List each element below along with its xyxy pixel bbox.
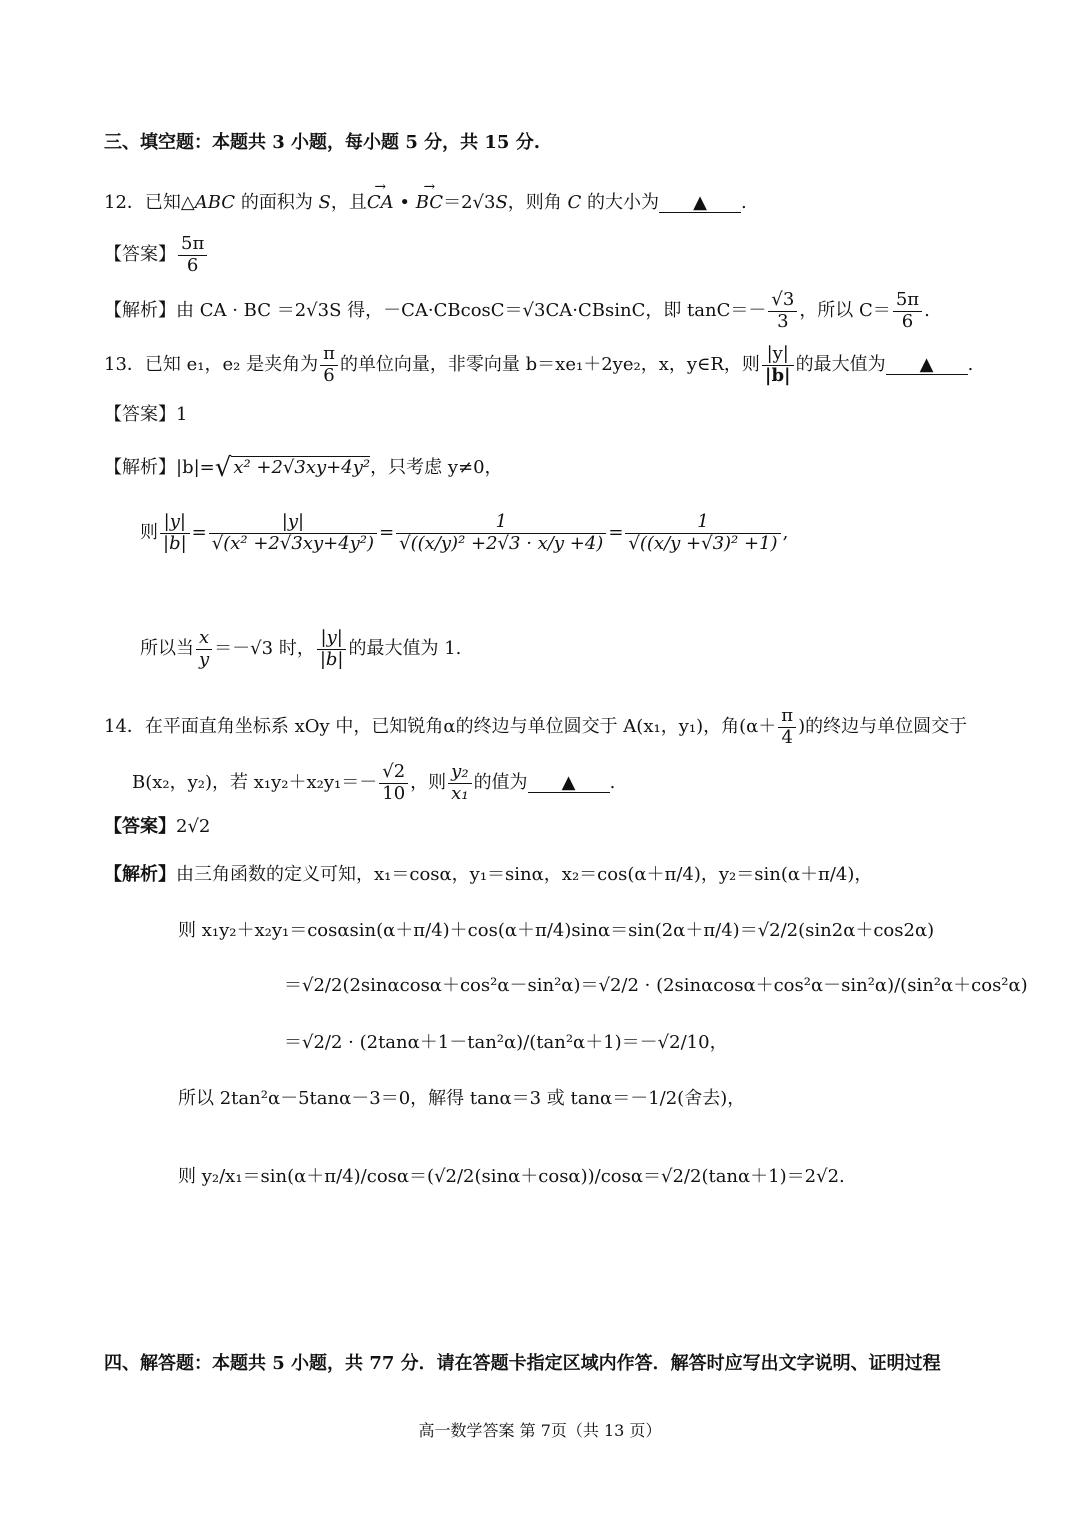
s13-l2-f1-den: |b| bbox=[163, 532, 187, 554]
s13-l2-f4-num: 1 bbox=[625, 512, 780, 534]
solution-14-line5: 所以 2tan²α－5tanα－3＝0，解得 tanα＝3 或 tanα＝－1/2(舍去)， bbox=[178, 1088, 746, 1109]
s13-line1-root: x² +2√3xy+4y² bbox=[233, 457, 371, 478]
q13-f-den: 6 bbox=[323, 364, 335, 386]
q12-end: . bbox=[741, 192, 747, 213]
q12-c: C bbox=[567, 192, 582, 213]
s12-text: 由 CA · BC ＝2√3S 得，－CA·CBcosC＝√3CA·CBsinC，即 tanC＝－ bbox=[176, 300, 767, 322]
solution-12 bbox=[104, 290, 930, 332]
s13-line2-fraction-1 bbox=[160, 512, 190, 554]
q14-l2-g-num: y₂ bbox=[448, 762, 471, 784]
q12-abc: ABC bbox=[194, 192, 236, 213]
answer-13 bbox=[104, 406, 187, 424]
comma: , bbox=[782, 522, 789, 544]
q12-s: S bbox=[318, 192, 331, 213]
s12-label: 【解析】 bbox=[104, 300, 176, 322]
solution-13-line3 bbox=[140, 628, 461, 670]
equals-sign: = bbox=[379, 522, 395, 544]
q12-text-b: 的面积为 bbox=[235, 192, 319, 213]
s14-label: 【解析】 bbox=[104, 864, 176, 885]
q14-end: . bbox=[609, 772, 616, 794]
q13-g-num: |y| bbox=[762, 344, 794, 366]
q12-dot: • bbox=[393, 192, 416, 213]
s13-l3-g-den: |b| bbox=[319, 648, 344, 670]
q14-l1-f-num: π bbox=[778, 706, 796, 728]
q14-l2-f-num: √2 bbox=[379, 762, 408, 784]
question-14-line2 bbox=[132, 762, 615, 804]
a14-value: 2√2 bbox=[176, 816, 211, 837]
question-14-line1 bbox=[104, 706, 967, 748]
a12-label: 【答案】 bbox=[104, 244, 176, 266]
a13-label: 【答案】 bbox=[104, 404, 176, 425]
s12-text2: ，所以 C＝ bbox=[799, 300, 891, 322]
q14-line1-b: )的终边与单位圆交于 bbox=[798, 716, 968, 738]
s12-f2-num: 5π bbox=[893, 290, 922, 312]
a14-label: 【答案】 bbox=[104, 816, 176, 837]
solution-13-line1 bbox=[104, 455, 503, 481]
q14-line1-a: 在平面直角坐标系 xOy 中，已知锐角α的终边与单位圆交于 A(x₁，y₁)，角(α＋ bbox=[144, 716, 777, 738]
a12-fraction bbox=[178, 234, 207, 276]
q12-vector-bc: → BC bbox=[416, 194, 443, 212]
s13-line3-fraction-yb bbox=[317, 628, 347, 670]
solution-14-line6: 则 y₂/x₁＝sin(α＋π/4)/cosα＝(√2/2(sinα＋cosα))/cosα＝√2/2(tanα＋1)＝2√2. bbox=[178, 1166, 845, 1187]
question-12 bbox=[104, 194, 747, 213]
a12-num: 5π bbox=[178, 234, 207, 256]
solution-14-line4: ＝√2/2 · (2tanα＋1－tan²α)/(tan²α＋1)＝－√2/10， bbox=[284, 1032, 728, 1053]
q14-line1-fraction bbox=[778, 706, 796, 748]
s13-l3-f-num: x bbox=[196, 628, 212, 650]
s13-line2-fraction-2 bbox=[209, 512, 377, 554]
a13-value: 1 bbox=[176, 404, 188, 425]
q12-text-d: ＝2√3 bbox=[443, 192, 496, 213]
q13-end: . bbox=[967, 354, 974, 376]
s13-l2-f4-den: √((x/y +√3)² +1) bbox=[628, 532, 778, 554]
q13-text-a: 已知 e₁，e₂ 是夹角为 bbox=[144, 354, 319, 376]
q12-vector-ca: → CA bbox=[367, 194, 394, 212]
equals-sign: = bbox=[191, 522, 207, 544]
s13-l2-f1-num: |y| bbox=[160, 512, 190, 534]
q12-answer-blank: ▲ bbox=[659, 194, 741, 213]
s12-fraction-1 bbox=[768, 290, 797, 332]
q14-l2-f-den: 10 bbox=[382, 782, 406, 804]
s13-line3-a: 所以当 bbox=[140, 638, 194, 660]
q12-text-a: 已知△ bbox=[144, 192, 195, 213]
q14-number: 14． bbox=[104, 716, 145, 738]
question-13 bbox=[104, 344, 973, 386]
q13-text-b: 的单位向量，非零向量 b＝xe₁＋2ye₂，x，y∈R，则 bbox=[339, 354, 760, 376]
s12-f2-den: 6 bbox=[901, 310, 914, 332]
q12-s2: S bbox=[495, 192, 508, 213]
q14-line2-fraction bbox=[379, 762, 408, 804]
q12-number: 12． bbox=[104, 192, 145, 213]
answer-12 bbox=[104, 234, 209, 276]
q12-text-e: ，则角 bbox=[507, 192, 568, 213]
q14-line2-fraction-y2x1 bbox=[448, 762, 471, 804]
q14-line2-b: ，则 bbox=[410, 772, 447, 794]
s13-line2-lead: 则 bbox=[140, 522, 158, 544]
solution-14-line3: ＝√2/2(2sinαcosα＋cos²α－sin²α)＝√2/2 · (2sinαcosα＋cos²α－sin²α)/(sin²α＋cos²α) bbox=[284, 975, 1028, 996]
s13-line3-fraction-xy bbox=[196, 628, 212, 670]
page-footer: 高一数学答案 第 7页（共 13 页） bbox=[418, 1421, 662, 1440]
section4-title: 四、解答题：本题共 5 小题，共 77 分．请在答题卡指定区域内作答．解答时应写出文字说明、证明过程 bbox=[104, 1353, 941, 1374]
q12-text-c: ，且 bbox=[330, 192, 367, 213]
s12-f1-num: √3 bbox=[768, 290, 797, 312]
solution-13-line2 bbox=[140, 512, 788, 554]
q12-text-f: 的大小为 bbox=[581, 192, 660, 213]
s13-l2-f3-den: √((x/y)² +2√3 · x/y +4) bbox=[399, 532, 604, 554]
s14-l1: 由三角函数的定义可知，x₁＝cosα，y₁＝sinα，x₂＝cos(α＋π/4)，y₂＝sin(α＋π/4)， bbox=[176, 864, 873, 885]
q13-number: 13． bbox=[104, 354, 145, 376]
s13-l3-g-num: |y| bbox=[317, 628, 347, 650]
s13-line1-b: ，只考虑 y≠0， bbox=[370, 457, 503, 478]
q14-l2-g-den: x₁ bbox=[451, 782, 469, 804]
q14-answer-blank: ▲ bbox=[528, 774, 610, 793]
s12-end: . bbox=[924, 300, 930, 322]
q13-f-num: π bbox=[320, 344, 338, 366]
s12-f1-den: 3 bbox=[777, 310, 789, 332]
s13-label: 【解析】 bbox=[104, 457, 176, 478]
s13-line3-b: ＝－√3 时， bbox=[214, 638, 315, 660]
q13-answer-blank: ▲ bbox=[886, 356, 968, 375]
q13-text-c: 的最大值为 bbox=[795, 354, 886, 376]
a12-den: 6 bbox=[186, 254, 199, 276]
s13-l2-f2-num: |y| bbox=[209, 512, 377, 534]
solution-14-line2: 则 x₁y₂＋x₂y₁＝cosαsin(α＋π/4)＋cos(α＋π/4)sinα＝sin(2α＋π/4)＝√2/2(sin2α＋cos2α) bbox=[178, 920, 935, 941]
s13-line2-fraction-4 bbox=[625, 512, 780, 554]
s13-line1-a: |b|= bbox=[176, 457, 215, 478]
q13-fraction-pi6 bbox=[320, 344, 338, 386]
s13-l3-f-den: y bbox=[199, 648, 210, 670]
s13-line2-fraction-3 bbox=[396, 512, 606, 554]
solution-14-line1 bbox=[104, 866, 872, 884]
sqrt-icon: √ bbox=[214, 453, 232, 483]
s13-line3-c: 的最大值为 1. bbox=[348, 638, 462, 660]
q14-line2-a: B(x₂，y₂)，若 x₁y₂＋x₂y₁＝－ bbox=[132, 772, 378, 794]
section3-title: 三、填空题：本题共 3 小题，每小题 5 分，共 15 分. bbox=[104, 132, 540, 153]
equals-sign: = bbox=[608, 522, 624, 544]
s12-fraction-2 bbox=[893, 290, 922, 332]
q13-g-den: |b| bbox=[764, 364, 791, 386]
s13-l2-f3-num: 1 bbox=[396, 512, 606, 534]
q13-fraction-yb bbox=[762, 344, 794, 386]
q14-line2-c: 的值为 bbox=[473, 772, 528, 794]
q14-l1-f-den: 4 bbox=[781, 726, 793, 748]
answer-14 bbox=[104, 818, 210, 836]
s13-l2-f2-den: √(x² +2√3xy+4y²) bbox=[211, 532, 375, 554]
